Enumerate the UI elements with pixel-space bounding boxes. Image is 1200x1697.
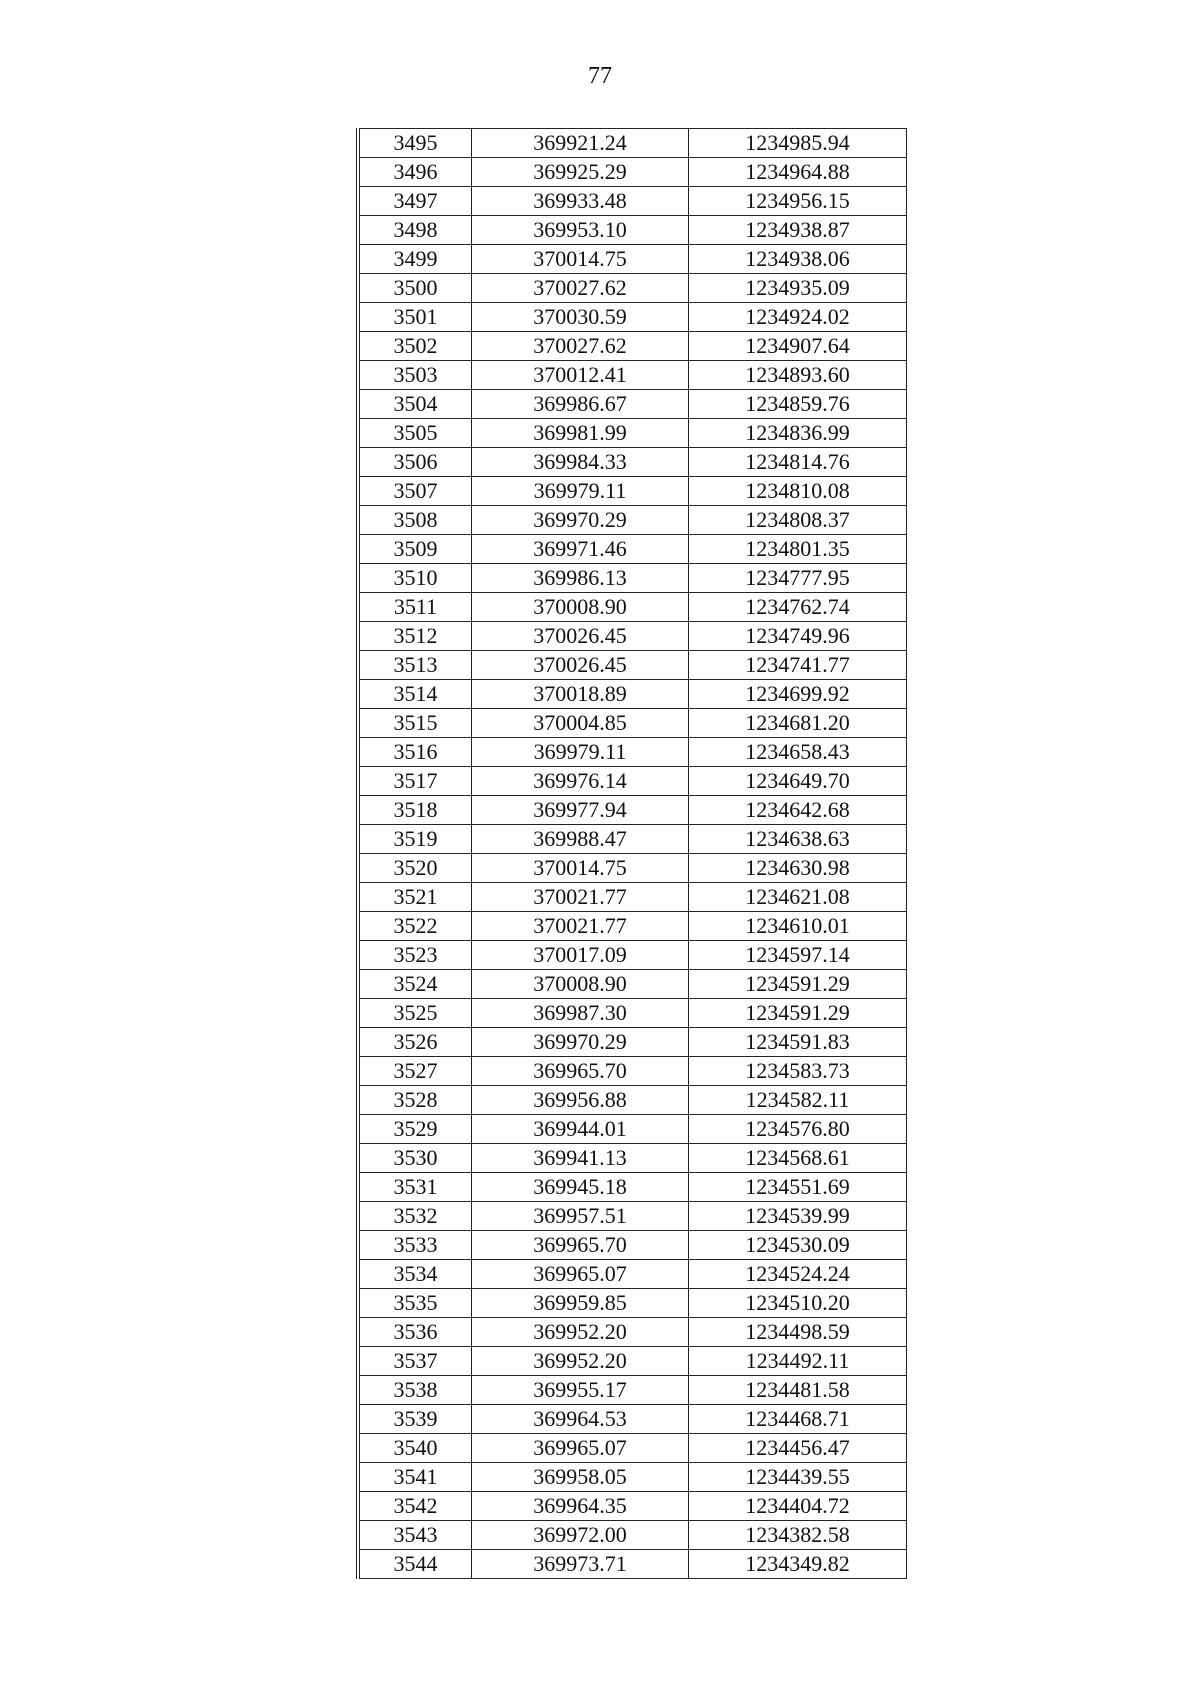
x-coordinate-cell: 369953.10 xyxy=(472,216,689,245)
x-coordinate-cell: 370004.85 xyxy=(472,709,689,738)
table-row xyxy=(360,535,907,564)
point-number-cell: 3523 xyxy=(360,941,472,970)
point-number-cell: 3536 xyxy=(360,1318,472,1347)
table-row xyxy=(360,477,907,506)
point-number-cell: 3506 xyxy=(360,448,472,477)
x-coordinate-cell: 370012.41 xyxy=(472,361,689,390)
x-coordinate-cell: 369959.85 xyxy=(472,1289,689,1318)
point-number-cell: 3531 xyxy=(360,1173,472,1202)
x-coordinate-cell: 369976.14 xyxy=(472,767,689,796)
x-coordinate-cell: 369986.13 xyxy=(472,564,689,593)
table-row xyxy=(360,1463,907,1492)
x-coordinate-cell: 370008.90 xyxy=(472,970,689,999)
table-row xyxy=(360,1115,907,1144)
point-number-cell: 3504 xyxy=(360,390,472,419)
x-coordinate-cell: 369945.18 xyxy=(472,1173,689,1202)
table-row xyxy=(360,796,907,825)
point-number-cell: 3534 xyxy=(360,1260,472,1289)
table-row xyxy=(360,1318,907,1347)
point-number-cell: 3532 xyxy=(360,1202,472,1231)
point-number-cell: 3497 xyxy=(360,187,472,216)
point-number-cell: 3502 xyxy=(360,332,472,361)
point-number-cell: 3495 xyxy=(360,129,472,158)
x-coordinate-cell: 369952.20 xyxy=(472,1318,689,1347)
x-coordinate-cell: 369987.30 xyxy=(472,999,689,1028)
x-coordinate-cell: 370017.09 xyxy=(472,941,689,970)
y-coordinate-cell: 1234582.11 xyxy=(689,1086,907,1115)
y-coordinate-cell: 1234621.08 xyxy=(689,883,907,912)
table-row xyxy=(360,1434,907,1463)
y-coordinate-cell: 1234349.82 xyxy=(689,1550,907,1579)
x-coordinate-cell: 369941.13 xyxy=(472,1144,689,1173)
table-row xyxy=(360,448,907,477)
x-coordinate-cell: 369955.17 xyxy=(472,1376,689,1405)
y-coordinate-cell: 1234681.20 xyxy=(689,709,907,738)
table-row xyxy=(360,709,907,738)
point-number-cell: 3530 xyxy=(360,1144,472,1173)
point-number-cell: 3533 xyxy=(360,1231,472,1260)
point-number-cell: 3518 xyxy=(360,796,472,825)
x-coordinate-cell: 369925.29 xyxy=(472,158,689,187)
x-coordinate-cell: 369956.88 xyxy=(472,1086,689,1115)
x-coordinate-cell: 369984.33 xyxy=(472,448,689,477)
y-coordinate-cell: 1234808.37 xyxy=(689,506,907,535)
table-row xyxy=(360,854,907,883)
x-coordinate-cell: 369970.29 xyxy=(472,1028,689,1057)
y-coordinate-cell: 1234762.74 xyxy=(689,593,907,622)
point-number-cell: 3501 xyxy=(360,303,472,332)
x-coordinate-cell: 370027.62 xyxy=(472,332,689,361)
y-coordinate-cell: 1234481.58 xyxy=(689,1376,907,1405)
point-number-cell: 3512 xyxy=(360,622,472,651)
y-coordinate-cell: 1234658.43 xyxy=(689,738,907,767)
point-number-cell: 3509 xyxy=(360,535,472,564)
y-coordinate-cell: 1234801.35 xyxy=(689,535,907,564)
x-coordinate-cell: 369979.11 xyxy=(472,477,689,506)
point-number-cell: 3508 xyxy=(360,506,472,535)
table-row xyxy=(360,1144,907,1173)
point-number-cell: 3522 xyxy=(360,912,472,941)
table-row xyxy=(360,1260,907,1289)
table-row xyxy=(360,1521,907,1550)
x-coordinate-cell: 370018.89 xyxy=(472,680,689,709)
table-row xyxy=(360,941,907,970)
table-row xyxy=(360,883,907,912)
table-row xyxy=(360,970,907,999)
point-number-cell: 3528 xyxy=(360,1086,472,1115)
coordinate-table-body xyxy=(360,129,907,1579)
y-coordinate-cell: 1234741.77 xyxy=(689,651,907,680)
y-coordinate-cell: 1234907.64 xyxy=(689,332,907,361)
y-coordinate-cell: 1234610.01 xyxy=(689,912,907,941)
point-number-cell: 3511 xyxy=(360,593,472,622)
table-row xyxy=(360,390,907,419)
x-coordinate-cell: 370021.77 xyxy=(472,883,689,912)
point-number-cell: 3498 xyxy=(360,216,472,245)
x-coordinate-cell: 369952.20 xyxy=(472,1347,689,1376)
x-coordinate-cell: 370021.77 xyxy=(472,912,689,941)
y-coordinate-cell: 1234510.20 xyxy=(689,1289,907,1318)
point-number-cell: 3541 xyxy=(360,1463,472,1492)
table-row xyxy=(360,1289,907,1318)
x-coordinate-cell: 370027.62 xyxy=(472,274,689,303)
y-coordinate-cell: 1234964.88 xyxy=(689,158,907,187)
y-coordinate-cell: 1234583.73 xyxy=(689,1057,907,1086)
point-number-cell: 3514 xyxy=(360,680,472,709)
table-row xyxy=(360,332,907,361)
table-row xyxy=(360,1347,907,1376)
table-row xyxy=(360,651,907,680)
y-coordinate-cell: 1234404.72 xyxy=(689,1492,907,1521)
table-row xyxy=(360,158,907,187)
y-coordinate-cell: 1234524.24 xyxy=(689,1260,907,1289)
point-number-cell: 3519 xyxy=(360,825,472,854)
y-coordinate-cell: 1234539.99 xyxy=(689,1202,907,1231)
page-number: 77 xyxy=(588,63,612,89)
table-row xyxy=(360,1173,907,1202)
x-coordinate-cell: 369973.71 xyxy=(472,1550,689,1579)
y-coordinate-cell: 1234956.15 xyxy=(689,187,907,216)
y-coordinate-cell: 1234810.08 xyxy=(689,477,907,506)
point-number-cell: 3537 xyxy=(360,1347,472,1376)
point-number-cell: 3503 xyxy=(360,361,472,390)
y-coordinate-cell: 1234492.11 xyxy=(689,1347,907,1376)
y-coordinate-cell: 1234591.29 xyxy=(689,999,907,1028)
x-coordinate-cell: 369944.01 xyxy=(472,1115,689,1144)
table-row xyxy=(360,1231,907,1260)
y-coordinate-cell: 1234893.60 xyxy=(689,361,907,390)
table-row xyxy=(360,1492,907,1521)
x-coordinate-cell: 369965.70 xyxy=(472,1057,689,1086)
y-coordinate-cell: 1234814.76 xyxy=(689,448,907,477)
point-number-cell: 3516 xyxy=(360,738,472,767)
y-coordinate-cell: 1234938.87 xyxy=(689,216,907,245)
x-coordinate-cell: 369964.53 xyxy=(472,1405,689,1434)
y-coordinate-cell: 1234924.02 xyxy=(689,303,907,332)
point-number-cell: 3515 xyxy=(360,709,472,738)
y-coordinate-cell: 1234630.98 xyxy=(689,854,907,883)
table-row xyxy=(360,999,907,1028)
point-number-cell: 3520 xyxy=(360,854,472,883)
table-row xyxy=(360,274,907,303)
point-number-cell: 3505 xyxy=(360,419,472,448)
table-row xyxy=(360,303,907,332)
point-number-cell: 3542 xyxy=(360,1492,472,1521)
x-coordinate-cell: 369965.07 xyxy=(472,1260,689,1289)
x-coordinate-cell: 370026.45 xyxy=(472,622,689,651)
y-coordinate-cell: 1234777.95 xyxy=(689,564,907,593)
table-row xyxy=(360,129,907,158)
point-number-cell: 3507 xyxy=(360,477,472,506)
table-row xyxy=(360,1550,907,1579)
table-row xyxy=(360,506,907,535)
x-coordinate-cell: 369964.35 xyxy=(472,1492,689,1521)
point-number-cell: 3538 xyxy=(360,1376,472,1405)
point-number-cell: 3496 xyxy=(360,158,472,187)
y-coordinate-cell: 1234638.63 xyxy=(689,825,907,854)
x-coordinate-cell: 370030.59 xyxy=(472,303,689,332)
x-coordinate-cell: 369965.07 xyxy=(472,1434,689,1463)
x-coordinate-cell: 370014.75 xyxy=(472,854,689,883)
x-coordinate-cell: 369965.70 xyxy=(472,1231,689,1260)
table-row xyxy=(360,593,907,622)
x-coordinate-cell: 370008.90 xyxy=(472,593,689,622)
point-number-cell: 3543 xyxy=(360,1521,472,1550)
table-row xyxy=(360,825,907,854)
point-number-cell: 3529 xyxy=(360,1115,472,1144)
point-number-cell: 3540 xyxy=(360,1434,472,1463)
table-row xyxy=(360,216,907,245)
y-coordinate-cell: 1234468.71 xyxy=(689,1405,907,1434)
point-number-cell: 3535 xyxy=(360,1289,472,1318)
x-coordinate-cell: 369979.11 xyxy=(472,738,689,767)
y-coordinate-cell: 1234530.09 xyxy=(689,1231,907,1260)
y-coordinate-cell: 1234597.14 xyxy=(689,941,907,970)
x-coordinate-cell: 370014.75 xyxy=(472,245,689,274)
x-coordinate-cell: 369986.67 xyxy=(472,390,689,419)
y-coordinate-cell: 1234642.68 xyxy=(689,796,907,825)
table-row xyxy=(360,622,907,651)
y-coordinate-cell: 1234749.96 xyxy=(689,622,907,651)
point-number-cell: 3527 xyxy=(360,1057,472,1086)
point-number-cell: 3521 xyxy=(360,883,472,912)
point-number-cell: 3510 xyxy=(360,564,472,593)
table-row xyxy=(360,738,907,767)
point-number-cell: 3526 xyxy=(360,1028,472,1057)
table-row xyxy=(360,1376,907,1405)
point-number-cell: 3525 xyxy=(360,999,472,1028)
table-row xyxy=(360,564,907,593)
point-number-cell: 3524 xyxy=(360,970,472,999)
x-coordinate-cell: 369970.29 xyxy=(472,506,689,535)
point-number-cell: 3539 xyxy=(360,1405,472,1434)
y-coordinate-cell: 1234576.80 xyxy=(689,1115,907,1144)
table-row xyxy=(360,419,907,448)
y-coordinate-cell: 1234456.47 xyxy=(689,1434,907,1463)
table-row xyxy=(360,1202,907,1231)
y-coordinate-cell: 1234439.55 xyxy=(689,1463,907,1492)
y-coordinate-cell: 1234498.59 xyxy=(689,1318,907,1347)
y-coordinate-cell: 1234859.76 xyxy=(689,390,907,419)
x-coordinate-cell: 369981.99 xyxy=(472,419,689,448)
x-coordinate-cell: 370026.45 xyxy=(472,651,689,680)
y-coordinate-cell: 1234591.29 xyxy=(689,970,907,999)
table-row xyxy=(360,1405,907,1434)
x-coordinate-cell: 369958.05 xyxy=(472,1463,689,1492)
table-row xyxy=(360,361,907,390)
y-coordinate-cell: 1234568.61 xyxy=(689,1144,907,1173)
point-number-cell: 3513 xyxy=(360,651,472,680)
x-coordinate-cell: 369971.46 xyxy=(472,535,689,564)
y-coordinate-cell: 1234591.83 xyxy=(689,1028,907,1057)
y-coordinate-cell: 1234649.70 xyxy=(689,767,907,796)
table-row xyxy=(360,187,907,216)
x-coordinate-cell: 369988.47 xyxy=(472,825,689,854)
table-row xyxy=(360,680,907,709)
table-row xyxy=(360,245,907,274)
y-coordinate-cell: 1234836.99 xyxy=(689,419,907,448)
point-number-cell: 3544 xyxy=(360,1550,472,1579)
table-row xyxy=(360,912,907,941)
table-row xyxy=(360,1028,907,1057)
coordinate-table-container xyxy=(356,128,907,1579)
coordinate-table xyxy=(359,128,907,1579)
y-coordinate-cell: 1234382.58 xyxy=(689,1521,907,1550)
x-coordinate-cell: 369933.48 xyxy=(472,187,689,216)
x-coordinate-cell: 369957.51 xyxy=(472,1202,689,1231)
y-coordinate-cell: 1234551.69 xyxy=(689,1173,907,1202)
y-coordinate-cell: 1234938.06 xyxy=(689,245,907,274)
table-row xyxy=(360,767,907,796)
y-coordinate-cell: 1234935.09 xyxy=(689,274,907,303)
point-number-cell: 3517 xyxy=(360,767,472,796)
x-coordinate-cell: 369972.00 xyxy=(472,1521,689,1550)
table-row xyxy=(360,1086,907,1115)
x-coordinate-cell: 369921.24 xyxy=(472,129,689,158)
y-coordinate-cell: 1234699.92 xyxy=(689,680,907,709)
table-row xyxy=(360,1057,907,1086)
x-coordinate-cell: 369977.94 xyxy=(472,796,689,825)
point-number-cell: 3500 xyxy=(360,274,472,303)
y-coordinate-cell: 1234985.94 xyxy=(689,129,907,158)
point-number-cell: 3499 xyxy=(360,245,472,274)
